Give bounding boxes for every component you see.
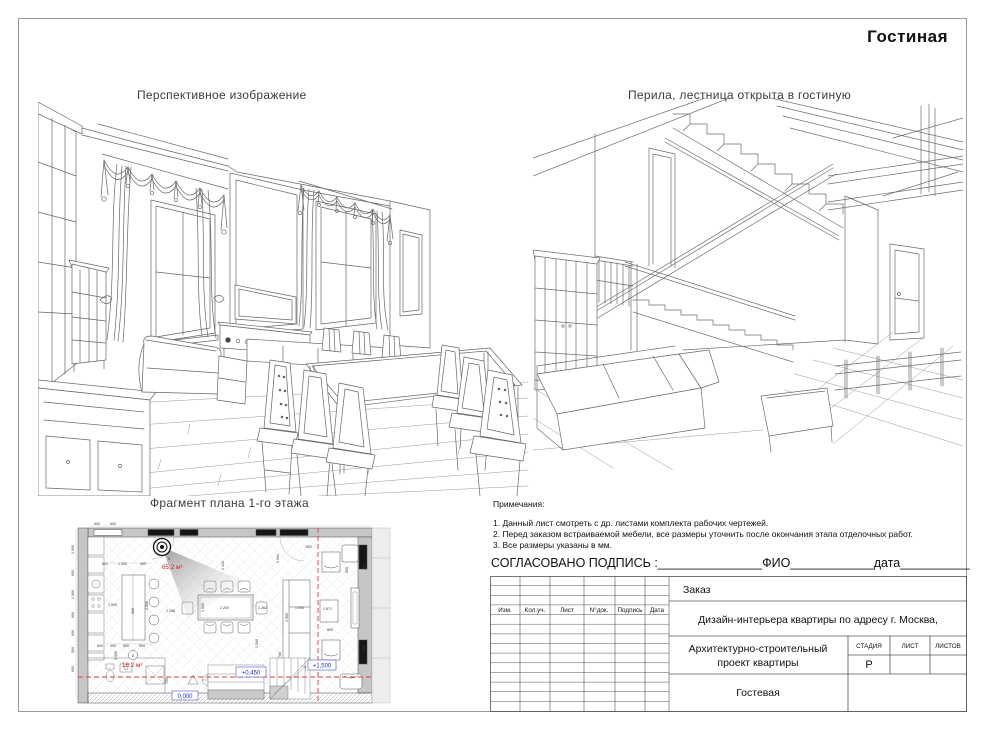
- camera-number: 5: [168, 557, 170, 561]
- stairs-section-title: Перила, лестница открыта в гостиную: [628, 88, 852, 102]
- note-item: 1. Данный лист смотреть с др. листами комплекта рабочих чертежей.: [493, 518, 769, 528]
- dimension-label: 800: [345, 567, 349, 573]
- stage-value: Р: [865, 659, 873, 671]
- approval-signature-line: СОГЛАСОВАНО ПОДПИСЬ :_______________ФИО____________дата__________: [491, 556, 970, 570]
- dimension-label: 800: [306, 545, 312, 549]
- dimension-label: 600: [71, 570, 75, 576]
- display-cabinet: [69, 260, 109, 372]
- dimension-label: 800: [362, 645, 366, 651]
- doc-title-line2: проект квартиры: [717, 657, 799, 669]
- level-plus-0450: +0,450: [241, 670, 261, 677]
- doc-title-line1: Архитектурно-строительный: [688, 643, 828, 655]
- ceiling-edges: [533, 98, 963, 176]
- page-title: Гостиная: [867, 27, 948, 46]
- notes-heading: Примечания:: [493, 499, 545, 509]
- order-label: Заказ: [683, 584, 711, 596]
- staircase-drawing: [533, 98, 963, 470]
- dimension-label: 2 123: [221, 561, 225, 570]
- dimension-label: 1 500: [71, 545, 75, 554]
- landing-balusters: [595, 256, 637, 351]
- small-table: [761, 388, 833, 452]
- handrails: [593, 138, 839, 320]
- dimension-label: 800: [327, 628, 333, 632]
- area-label-living: 65,2 м²: [162, 564, 183, 571]
- dimension-label: 1 000: [295, 606, 304, 610]
- dimension-label: 2 800: [145, 601, 149, 610]
- right-wall: [390, 201, 430, 348]
- left-wall-door: [595, 134, 675, 268]
- dimension-label: 600: [71, 666, 75, 672]
- dimension-label: 1 871: [323, 607, 332, 611]
- center-wall: [683, 196, 878, 350]
- col-data: Дата: [650, 607, 664, 614]
- note-item: 3. Все размеры указаны в мм.: [493, 540, 612, 550]
- col-podpis: Подпись: [617, 607, 643, 614]
- dimension-label: 1 000: [118, 562, 127, 566]
- stamp-column-headers: [498, 606, 664, 614]
- perspective-drawing: [38, 102, 530, 496]
- dimension-label: 500: [71, 647, 75, 653]
- window-left: [148, 200, 218, 348]
- area-label-kitchen: 16,2 м²: [122, 662, 143, 669]
- dimension-label: 400: [110, 644, 116, 648]
- dimension-label: 2 288: [166, 609, 175, 613]
- section-name: Гостевая: [736, 687, 780, 699]
- col-koluch: Кол.уч.: [524, 607, 546, 614]
- dimension-label: 600: [123, 644, 129, 648]
- notes-block: [493, 499, 963, 551]
- dimension-label: 2 500: [285, 613, 289, 622]
- right-chairs: [432, 345, 526, 496]
- dimension-label: 750: [165, 678, 169, 684]
- dimension-label: 1 000: [71, 590, 75, 599]
- upper-flight: [673, 114, 843, 228]
- col-list: Лист: [560, 607, 574, 614]
- dimension-label: 600: [110, 522, 116, 526]
- perspective-section-title: Перспективное изображение: [137, 88, 307, 102]
- lower-flight: [633, 300, 793, 362]
- room-marker: [128, 650, 137, 659]
- dimension-label: 600: [71, 630, 75, 636]
- right-door: [890, 244, 924, 340]
- title-block: [490, 576, 967, 712]
- col-izm: Изм.: [498, 607, 512, 614]
- svg-text:8: 8: [132, 654, 134, 658]
- sheet-header: ЛИСТ: [901, 643, 919, 650]
- sideboard: [38, 380, 156, 496]
- dimension-label: 900: [140, 562, 146, 566]
- project-address: Дизайн-интерьера квартиры по адресу г. Москва,: [698, 614, 938, 626]
- dimension-label: 600: [71, 612, 75, 618]
- dimension-label: 600: [94, 522, 100, 526]
- dimension-label: 1 500: [114, 651, 118, 660]
- col-ndok: N°док.: [589, 607, 609, 614]
- gallery-railing: [828, 104, 963, 210]
- dimension-label: 900: [139, 644, 145, 648]
- sheets-header: ЛИСТОВ: [935, 643, 961, 650]
- dimension-label: 900: [363, 564, 367, 570]
- dimension-label: 1 934: [276, 554, 280, 563]
- dimension-label: 1 262: [258, 606, 267, 610]
- dimension-label: 708: [278, 652, 282, 658]
- level-plus-1500: +1,500: [312, 663, 332, 670]
- dimension-label: 1 000: [201, 603, 205, 612]
- plan-section-title: Фрагмент плана 1-го этажа: [150, 496, 309, 510]
- dimension-label: 600: [97, 644, 103, 648]
- dimension-label: 600: [102, 562, 108, 566]
- dimension-label: 2 200: [220, 606, 229, 610]
- dimension-label: 1 000: [108, 603, 117, 607]
- dimension-label: 1 500: [255, 639, 259, 648]
- window-right: [316, 201, 376, 330]
- stage-header: СТАДИЯ: [856, 643, 882, 650]
- level-zero: 0,000: [177, 694, 193, 700]
- dimension-label: 900: [131, 608, 135, 614]
- note-item: 2. Перед заказом встраиваемой мебели, все размеры уточнить после окончания этапа отделочных работ.: [493, 529, 913, 539]
- floor-plan-drawing: [68, 518, 393, 710]
